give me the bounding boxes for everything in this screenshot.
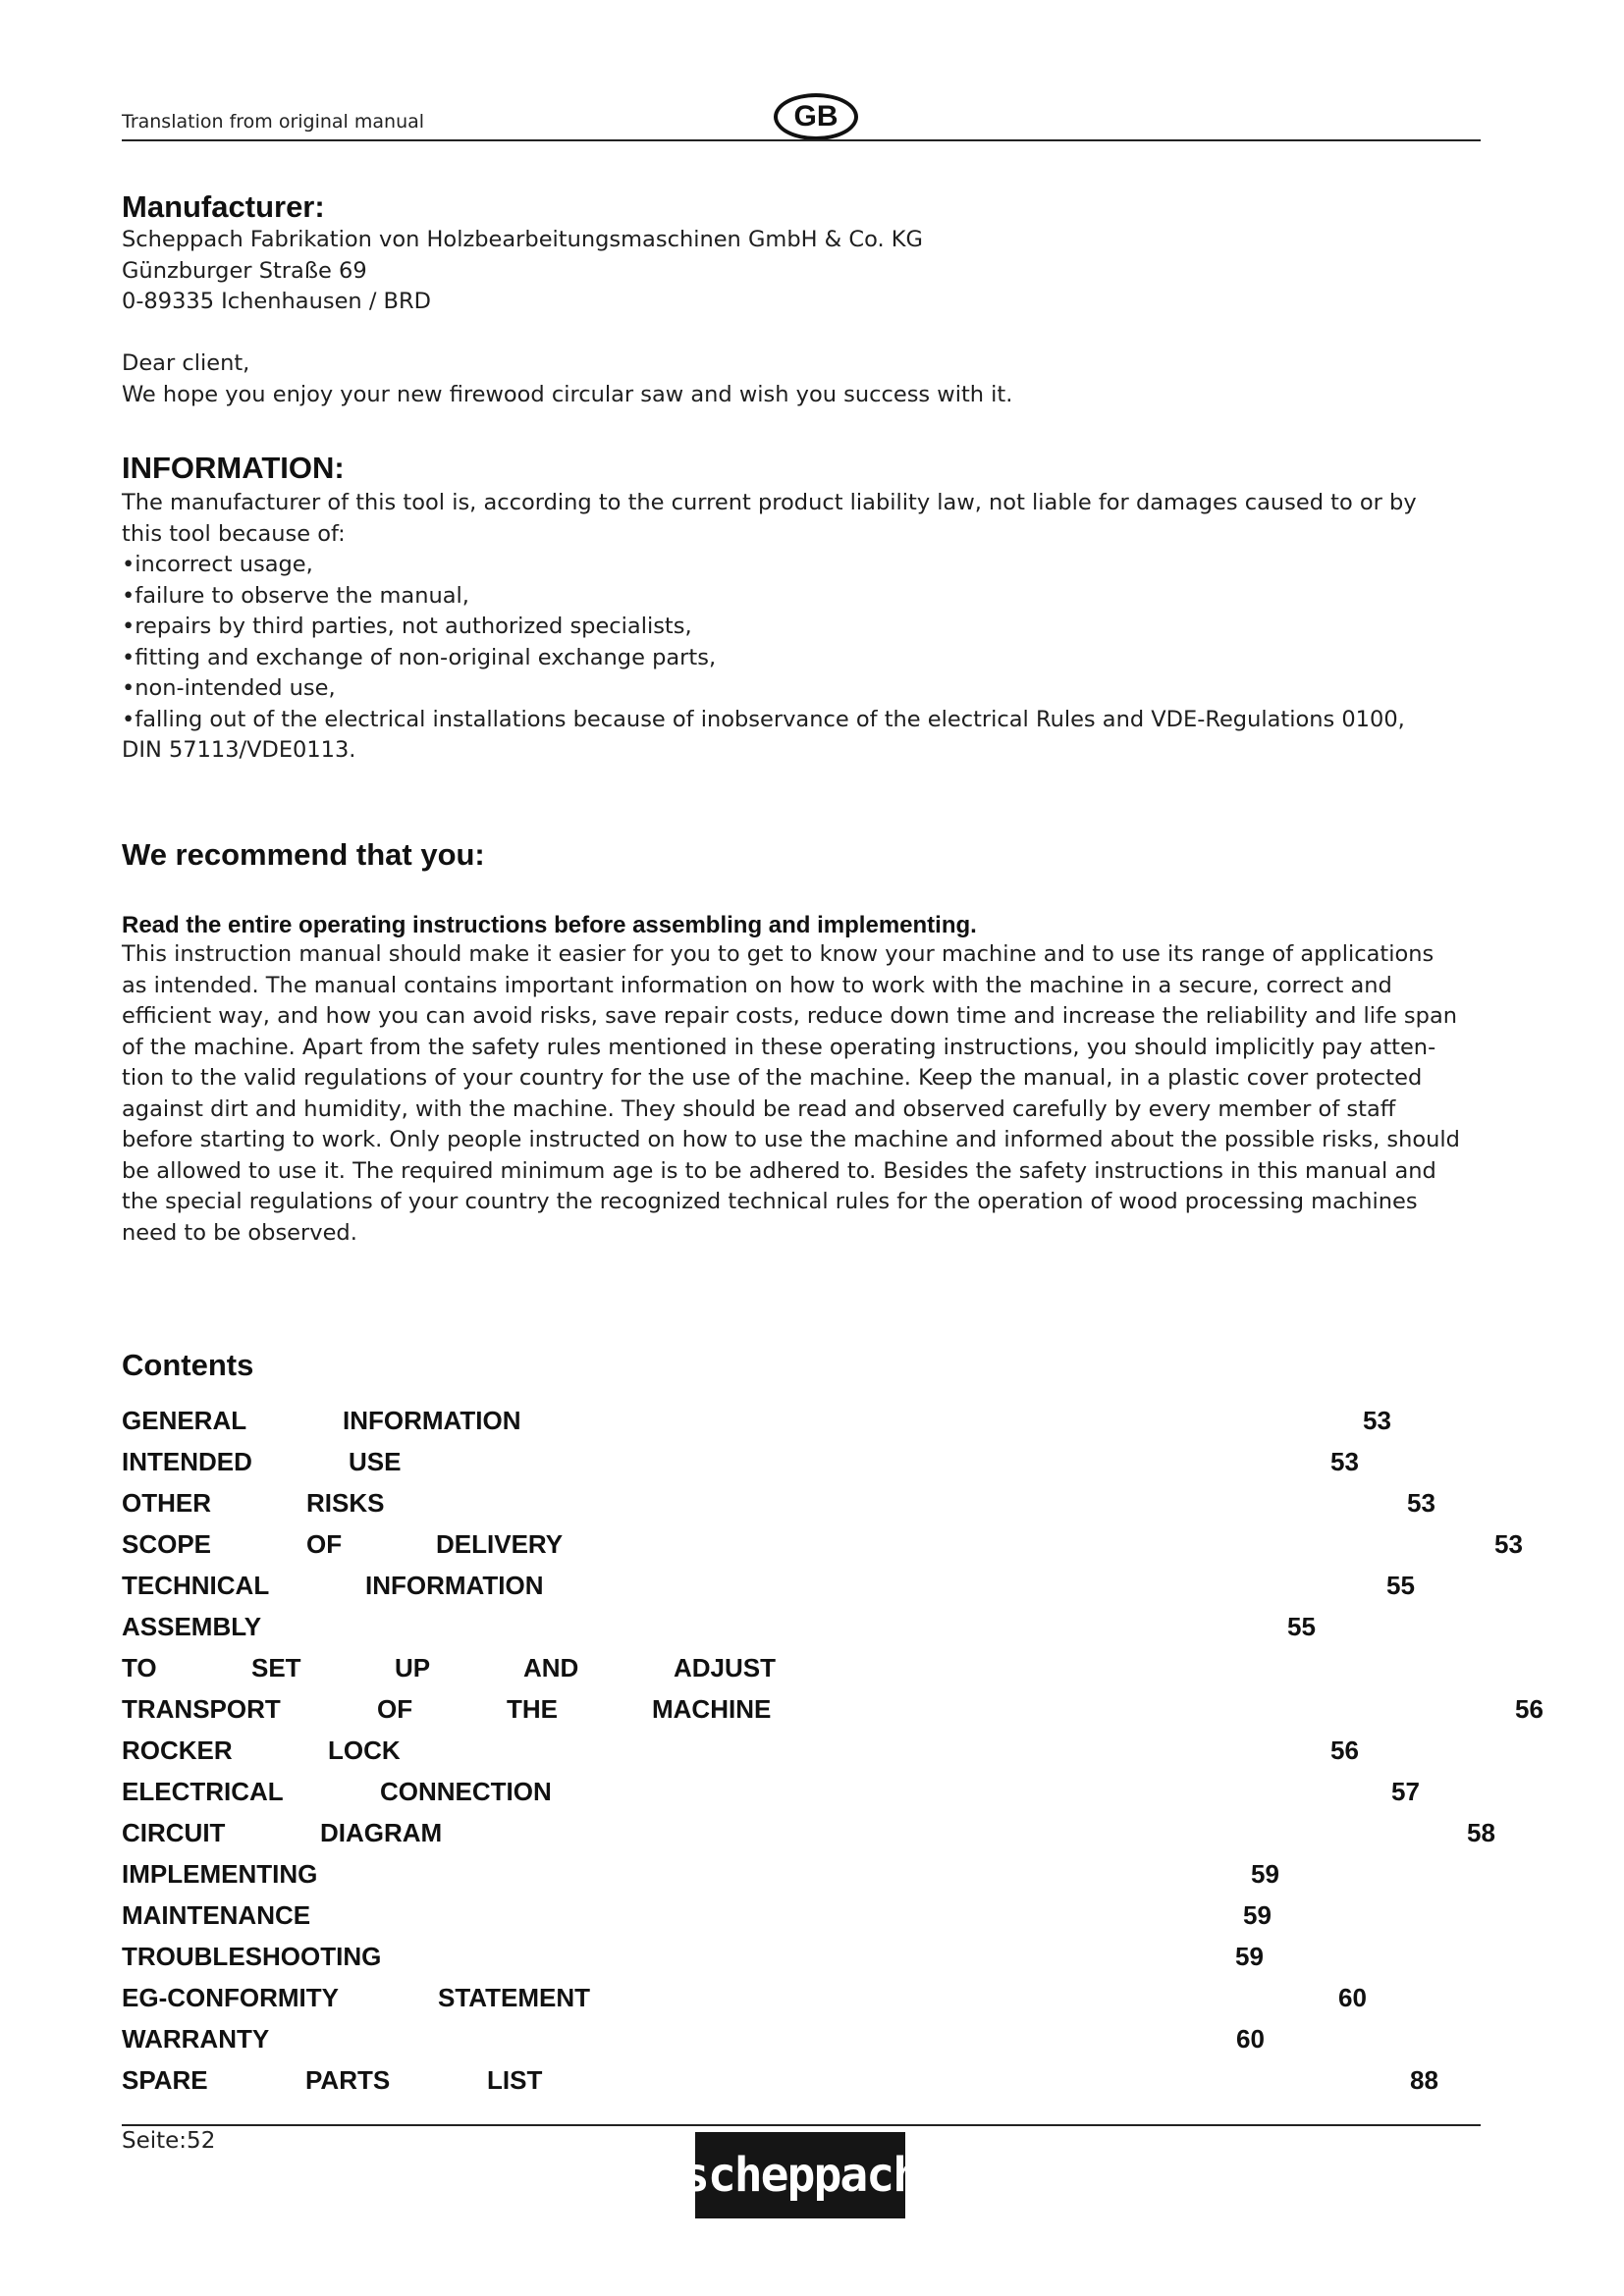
info-line: The manufacturer of this tool is, according to the current product liability law, not liable for damages caused to or by [122, 490, 1417, 515]
info-line: this tool because of: [122, 520, 346, 547]
toc-entry-word: ASSEMBLY [122, 1612, 262, 1641]
toc-page-number: 58 [1467, 1818, 1495, 1847]
toc-page-number: 53 [1330, 1447, 1359, 1476]
toc-entry-word: TRANSPORT [122, 1694, 281, 1724]
toc-entry-word: GENERAL [122, 1406, 247, 1435]
recommend-line: against dirt and humidity, with the machine. They should be read and observed carefully by every member of staff [122, 1095, 1396, 1122]
header-title: Translation from original manual [122, 111, 425, 133]
toc-page-number: 56 [1330, 1735, 1359, 1765]
manufacturer-address [122, 225, 1487, 318]
toc-page-number: 55 [1386, 1571, 1415, 1600]
country-badge: GB [774, 93, 858, 140]
toc-page-number: 60 [1338, 1983, 1367, 2012]
toc-entry-word: ROCKER [122, 1735, 233, 1765]
recommend-line: as intended. The manual contains important information on how to work with the machine in a secure, correct and [122, 972, 1392, 998]
toc-entry-word: INFORMATION [365, 1571, 544, 1600]
recommend-line: efficient way, and how you can avoid risks, save repair costs, reduce down time and increase the reliability and life span [122, 1003, 1457, 1029]
toc-page-number: 59 [1235, 1942, 1264, 1971]
toc-entry-word: UP [395, 1653, 431, 1682]
toc-entry-word: IMPLEMENTING [122, 1859, 318, 1889]
toc-page-number: 53 [1494, 1529, 1523, 1559]
footer-rule [122, 2124, 1481, 2126]
toc-page-number: 60 [1236, 2024, 1265, 2054]
toc-entry-word: INFORMATION [343, 1406, 521, 1435]
toc-page-number: 88 [1410, 2065, 1438, 2095]
recommend-heading: We recommend that you: [122, 837, 485, 872]
info-line: DIN 57113/VDE0113. [122, 737, 356, 763]
toc-entry-word: OF [306, 1529, 343, 1559]
scheppach-logo: scheppach [695, 2132, 905, 2218]
toc-entry-word: DELIVERY [436, 1529, 564, 1559]
info-line: •repairs by third parties, not authorized specialists, [122, 614, 692, 639]
toc-entry-word: CONNECTION [380, 1777, 552, 1806]
toc-entry-word: SET [251, 1653, 301, 1682]
toc-page-number: 56 [1515, 1694, 1543, 1724]
toc-entry-word: EG-CONFORMITY [122, 1983, 339, 2012]
information-body [122, 488, 1487, 767]
info-line: •non-intended use, [122, 675, 336, 701]
recommend-line: before starting to work. Only people instructed on how to use the machine and informed about the possible risks, should [122, 1127, 1460, 1152]
recommend-line: This instruction manual should make it easier for you to get to know your machine and to use its range of applications [122, 941, 1435, 967]
info-line: •failure to observe the manual, [122, 582, 469, 609]
toc-entry-word: DIAGRAM [320, 1818, 443, 1847]
greeting [122, 348, 1487, 410]
greeting-line: We hope you enjoy your new firewood circular saw and wish you success with it. [122, 381, 1013, 407]
toc-entry-word: WARRANTY [122, 2024, 270, 2054]
toc-entry-word: OTHER [122, 1488, 211, 1518]
information-heading: INFORMATION: [122, 451, 345, 485]
toc-entry-word: AND [523, 1653, 579, 1682]
toc-entry-word: ADJUST [674, 1653, 777, 1682]
toc-entry-word: CIRCUIT [122, 1818, 226, 1847]
address-line: 0-89335 Ichenhausen / BRD [122, 289, 431, 314]
toc-entry-word: MAINTENANCE [122, 1900, 311, 1930]
toc-entry-word: PARTS [305, 2065, 391, 2095]
recommend-lead: Read the entire operating instructions before assembling and implementing. [122, 912, 977, 938]
toc-entry-word: TECHNICAL [122, 1571, 270, 1600]
toc-entry-word: USE [349, 1447, 402, 1476]
toc-entry-word: SCOPE [122, 1529, 212, 1559]
toc-entry-word: TROUBLESHOOTING [122, 1942, 382, 1971]
toc-entry-word: OF [377, 1694, 413, 1724]
info-line: •fitting and exchange of non-original exchange parts, [122, 644, 717, 670]
toc-page-number: 53 [1363, 1406, 1391, 1435]
toc-page-number: 53 [1407, 1488, 1435, 1518]
toc-entry-word: TO [122, 1653, 157, 1682]
toc-page-number: 59 [1243, 1900, 1272, 1930]
page-number: Seite:52 [122, 2128, 216, 2154]
recommend-line: be allowed to use it. The required minimum age is to be adhered to. Besides the safety instructions in this manual and [122, 1157, 1436, 1184]
toc-entry-word: LIST [487, 2065, 543, 2095]
recommend-line: the special regulations of your country the recognized technical rules for the operation of wood processing machines [122, 1189, 1418, 1214]
contents-heading: Contents [122, 1348, 254, 1382]
toc-entry-word: MACHINE [652, 1694, 772, 1724]
header-rule [122, 139, 1481, 141]
info-line: •incorrect usage, [122, 552, 313, 577]
recommend-line: need to be observed. [122, 1219, 357, 1246]
toc-entry-word: THE [507, 1694, 558, 1724]
toc-page-number: 59 [1251, 1859, 1279, 1889]
recommend-line: of the machine. Apart from the safety rules mentioned in these operating instructions, you should implicitly pay atten- [122, 1034, 1436, 1060]
toc-page-number: 57 [1391, 1777, 1420, 1806]
toc-page-number: 55 [1287, 1612, 1316, 1641]
toc-entry-word: LOCK [328, 1735, 401, 1765]
info-line: •falling out of the electrical installations because of inobservance of the electrical Rules and VDE-Regulations 0100, [122, 706, 1405, 732]
address-line: Günzburger Straße 69 [122, 257, 367, 284]
toc-entry-word: STATEMENT [438, 1983, 591, 2012]
greeting-line: Dear client, [122, 350, 250, 376]
manufacturer-heading: Manufacturer: [122, 189, 325, 224]
toc-entry-word: SPARE [122, 2065, 208, 2095]
toc-entry-word: ELECTRICAL [122, 1777, 284, 1806]
toc-entry-word: RISKS [306, 1488, 385, 1518]
recommend-body [122, 939, 1487, 1249]
address-line: Scheppach Fabrikation von Holzbearbeitungsmaschinen GmbH & Co. KG [122, 227, 923, 252]
toc-entry-word: INTENDED [122, 1447, 252, 1476]
recommend-line: tion to the valid regulations of your country for the use of the machine. Keep the manual, in a plastic cover protected [122, 1065, 1423, 1091]
